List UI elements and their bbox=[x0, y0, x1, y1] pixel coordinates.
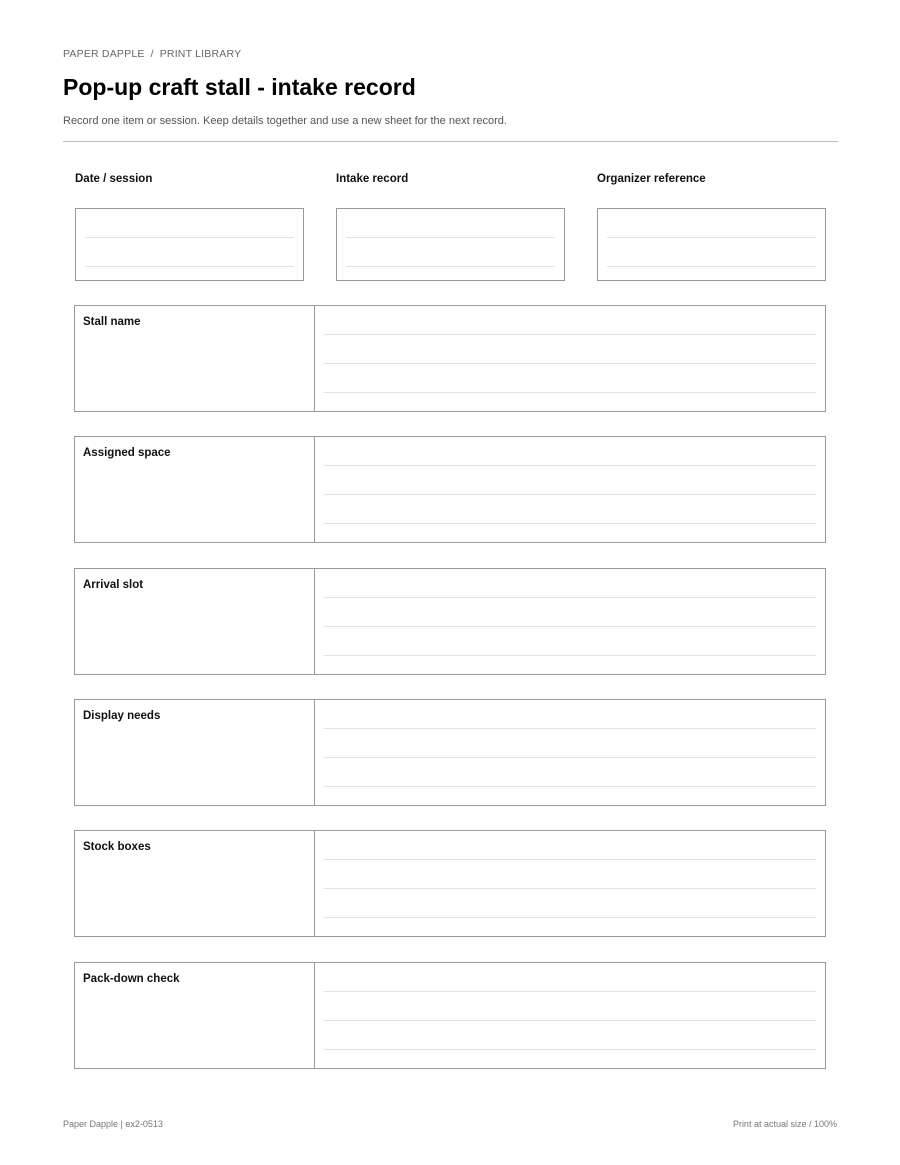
writing-line bbox=[324, 917, 816, 918]
field-row-display-needs bbox=[74, 699, 826, 806]
field-row-pack-down-check bbox=[74, 962, 826, 1069]
breadcrumb bbox=[63, 48, 241, 60]
field-input-area[interactable] bbox=[315, 831, 825, 936]
meta-field-label: Date / session bbox=[75, 173, 153, 185]
header-divider bbox=[63, 141, 838, 142]
field-label: Pack-down check bbox=[75, 963, 315, 1068]
writing-line bbox=[324, 334, 816, 335]
writing-line bbox=[324, 888, 816, 889]
field-input-area[interactable] bbox=[315, 569, 825, 674]
writing-line bbox=[607, 237, 816, 238]
meta-field-box[interactable] bbox=[75, 208, 304, 281]
meta-field-intake-record bbox=[336, 173, 565, 185]
field-label: Display needs bbox=[75, 700, 315, 805]
writing-line bbox=[324, 392, 816, 393]
meta-field-organizer-reference bbox=[597, 173, 826, 185]
field-row-stock-boxes bbox=[74, 830, 826, 937]
field-input-area[interactable] bbox=[315, 437, 825, 542]
meta-field-box[interactable] bbox=[597, 208, 826, 281]
meta-field-box[interactable] bbox=[336, 208, 565, 281]
breadcrumb-separator: / bbox=[150, 48, 154, 60]
field-row-arrival-slot bbox=[74, 568, 826, 675]
footer-print-note: Print at actual size / 100% bbox=[732, 1119, 837, 1129]
page-subtitle: Record one item or session. Keep details together and use a new sheet for the next record. bbox=[63, 115, 507, 127]
breadcrumb-section: PRINT LIBRARY bbox=[159, 48, 242, 60]
meta-field-date-session bbox=[75, 173, 304, 185]
writing-line bbox=[324, 1049, 816, 1050]
writing-line bbox=[85, 266, 294, 267]
writing-line bbox=[324, 655, 816, 656]
writing-line bbox=[324, 786, 816, 787]
writing-line bbox=[324, 523, 816, 524]
writing-line bbox=[324, 728, 816, 729]
writing-line bbox=[324, 465, 816, 466]
writing-line bbox=[324, 494, 816, 495]
field-input-area[interactable] bbox=[315, 963, 825, 1068]
field-input-area[interactable] bbox=[315, 700, 825, 805]
field-row-stall-name bbox=[74, 305, 826, 412]
field-input-area[interactable] bbox=[315, 306, 825, 411]
writing-line bbox=[324, 859, 816, 860]
field-label: Stall name bbox=[75, 306, 315, 411]
writing-line bbox=[324, 991, 816, 992]
page-title: Pop-up craft stall - intake record bbox=[63, 74, 416, 100]
field-label: Arrival slot bbox=[75, 569, 315, 674]
footer-document-id: Paper Dapple | ex2-0513 bbox=[63, 1119, 163, 1129]
breadcrumb-brand: PAPER DAPPLE bbox=[63, 48, 145, 60]
meta-field-label: Organizer reference bbox=[597, 173, 706, 185]
field-label: Assigned space bbox=[75, 437, 315, 542]
writing-line bbox=[324, 757, 816, 758]
writing-line bbox=[607, 266, 816, 267]
writing-line bbox=[324, 626, 816, 627]
meta-field-label: Intake record bbox=[336, 173, 409, 185]
field-label: Stock boxes bbox=[75, 831, 315, 936]
field-row-assigned-space bbox=[74, 436, 826, 543]
writing-line bbox=[324, 1020, 816, 1021]
writing-line bbox=[346, 266, 555, 267]
writing-line bbox=[346, 237, 555, 238]
writing-line bbox=[324, 597, 816, 598]
writing-line bbox=[85, 237, 294, 238]
writing-line bbox=[324, 363, 816, 364]
